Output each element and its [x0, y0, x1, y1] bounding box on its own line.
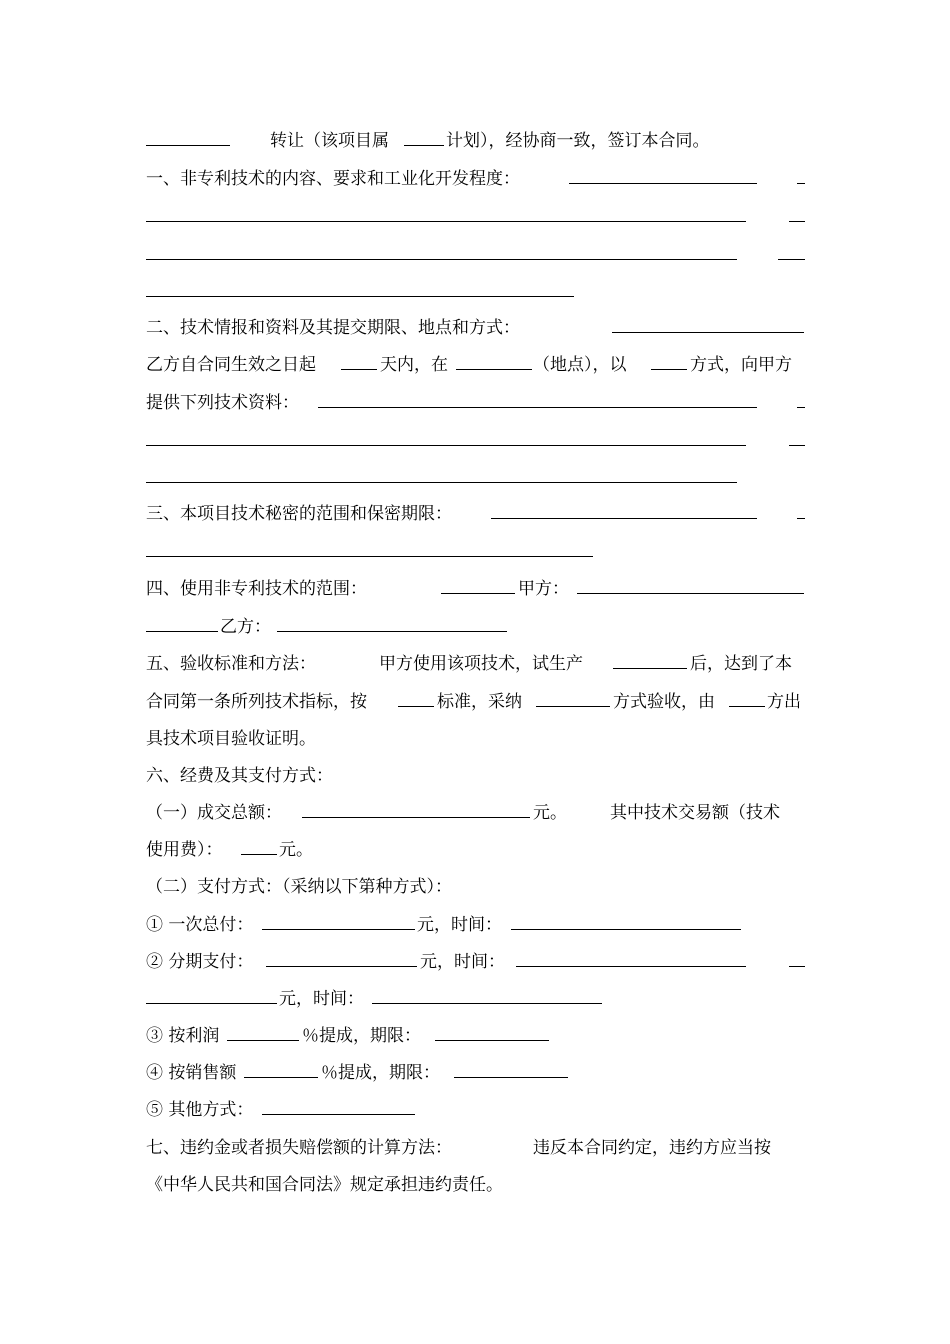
clause-text: 其中技术交易额（技术 [610, 803, 780, 823]
clause-text: （一）成交总额： [146, 803, 282, 823]
blank-line[interactable] [372, 1003, 602, 1004]
clause-text: ① 一次总付： [146, 915, 254, 935]
blank-line[interactable] [146, 556, 593, 557]
blank-line[interactable] [536, 706, 610, 707]
blank-line[interactable] [778, 259, 805, 260]
blank-line[interactable] [789, 221, 805, 222]
section-heading: 一、非专利技术的内容、要求和工业化开发程度： [146, 169, 520, 189]
blank-line[interactable] [729, 706, 765, 707]
clause-text: 乙方： [220, 617, 271, 637]
blank-line[interactable] [318, 407, 757, 408]
section-heading: 四、使用非专利技术的范围： [146, 579, 367, 599]
blank-line[interactable] [146, 482, 737, 483]
blank-line[interactable] [302, 817, 530, 818]
clause-text: 转让（该项目属 [270, 131, 389, 151]
clause-text: 方式验收，由 [613, 692, 715, 712]
clause-text: 方式，向甲方 [690, 355, 792, 375]
blank-line[interactable] [146, 221, 746, 222]
clause-text: 甲方使用该项技术，试生产 [379, 654, 583, 674]
clause-text: 元，时间： [420, 952, 505, 972]
blank-line[interactable] [789, 966, 805, 967]
clause-text: 方出 [767, 692, 801, 712]
blank-line[interactable] [227, 1040, 299, 1041]
blank-line[interactable] [651, 369, 687, 370]
blank-line[interactable] [262, 929, 415, 930]
blank-line[interactable] [577, 593, 804, 594]
clause-text: ③ 按利润 [146, 1026, 220, 1046]
blank-line[interactable] [146, 259, 737, 260]
section-heading: 三、本项目技术秘密的范围和保密期限： [146, 504, 452, 524]
section-heading: 五、验收标准和方法： [146, 654, 316, 674]
blank-line[interactable] [404, 145, 444, 146]
blank-line[interactable] [797, 407, 805, 408]
clause-text: 使用费）： [146, 840, 223, 860]
blank-line[interactable] [613, 668, 687, 669]
clause-text: 《中华人民共和国合同法》规定承担违约责任。 [146, 1175, 503, 1195]
clause-text: 合同第一条所列技术指标，按 [146, 692, 367, 712]
blank-line[interactable] [789, 445, 805, 446]
blank-line[interactable] [262, 1114, 415, 1115]
blank-line[interactable] [569, 183, 757, 184]
blank-line[interactable] [456, 369, 532, 370]
clause-text: 违反本合同约定，违约方应当按 [533, 1138, 771, 1158]
blank-line[interactable] [612, 332, 804, 333]
blank-line[interactable] [435, 1040, 549, 1041]
section-heading: 七、违约金或者损失赔偿额的计算方法： [146, 1138, 452, 1158]
section-heading: 二、技术情报和资料及其提交期限、地点和方式： [146, 318, 520, 338]
section-heading: 六、经费及其支付方式： [146, 766, 333, 786]
clause-text: （二）支付方式：（采纳以下第种方式）： [146, 877, 452, 897]
clause-text: 后，达到了本 [690, 654, 792, 674]
clause-text: ② 分期支付： [146, 952, 254, 972]
clause-text: ⑤ 其他方式： [146, 1100, 254, 1120]
blank-line[interactable] [244, 1077, 318, 1078]
clause-text: 元，时间： [417, 915, 502, 935]
blank-line[interactable] [454, 1077, 568, 1078]
clause-text: ％提成，期限： [302, 1026, 421, 1046]
clause-text: ％提成，期限： [321, 1063, 440, 1083]
clause-text: 元，时间： [279, 989, 364, 1009]
blank-line[interactable] [398, 706, 434, 707]
blank-line[interactable] [146, 296, 574, 297]
clause-text: 乙方自合同生效之日起 [146, 355, 316, 375]
blank-line[interactable] [146, 445, 746, 446]
blank-line[interactable] [266, 966, 417, 967]
blank-line[interactable] [491, 518, 757, 519]
blank-line[interactable] [277, 631, 507, 632]
blank-line[interactable] [146, 1003, 277, 1004]
blank-line[interactable] [797, 183, 805, 184]
clause-text: 具技术项目验收证明。 [146, 729, 316, 749]
blank-line[interactable] [511, 929, 741, 930]
blank-line[interactable] [146, 145, 230, 146]
clause-text: （地点），以 [533, 355, 627, 375]
blank-line[interactable] [441, 593, 515, 594]
blank-line[interactable] [241, 854, 277, 855]
clause-text: 天内，在 [380, 355, 448, 375]
blank-line[interactable] [797, 518, 805, 519]
clause-text: 元。 [279, 840, 313, 860]
blank-line[interactable] [146, 631, 218, 632]
clause-text: 标准，采纳 [437, 692, 522, 712]
blank-line[interactable] [516, 966, 746, 967]
clause-text: 甲方： [518, 579, 569, 599]
clause-text: 元。 [533, 803, 567, 823]
clause-text: ④ 按销售额 [146, 1063, 237, 1083]
clause-text: 提供下列技术资料： [146, 393, 299, 413]
clause-text: 计划），经协商一致，签订本合同。 [446, 131, 710, 151]
blank-line[interactable] [341, 369, 377, 370]
